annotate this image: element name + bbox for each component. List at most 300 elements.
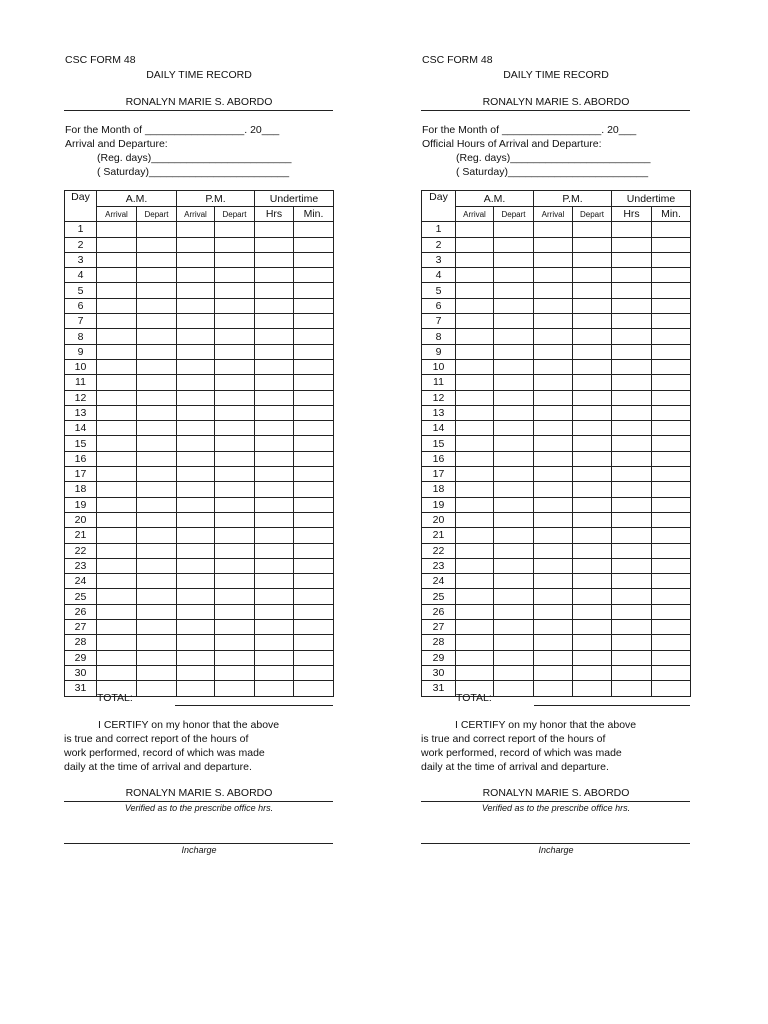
am-arrival-cell[interactable] bbox=[97, 635, 137, 650]
undertime-hrs-cell[interactable] bbox=[612, 589, 652, 604]
pm-depart-cell[interactable] bbox=[573, 604, 612, 619]
undertime-min-cell[interactable] bbox=[294, 451, 334, 466]
pm-arrival-cell[interactable] bbox=[534, 589, 573, 604]
pm-depart-cell[interactable] bbox=[573, 268, 612, 283]
am-depart-cell[interactable] bbox=[494, 359, 534, 374]
undertime-min-cell[interactable] bbox=[294, 574, 334, 589]
am-arrival-cell[interactable] bbox=[97, 359, 137, 374]
pm-arrival-cell[interactable] bbox=[177, 405, 215, 420]
am-depart-cell[interactable] bbox=[137, 467, 177, 482]
am-arrival-cell[interactable] bbox=[456, 359, 494, 374]
undertime-hrs-cell[interactable] bbox=[255, 436, 294, 451]
pm-depart-cell[interactable] bbox=[215, 512, 255, 527]
undertime-hrs-cell[interactable] bbox=[612, 436, 652, 451]
undertime-hrs-cell[interactable] bbox=[612, 665, 652, 680]
pm-arrival-cell[interactable] bbox=[534, 451, 573, 466]
am-depart-cell[interactable] bbox=[494, 421, 534, 436]
undertime-min-cell[interactable] bbox=[294, 512, 334, 527]
pm-arrival-cell[interactable] bbox=[177, 543, 215, 558]
pm-arrival-cell[interactable] bbox=[534, 574, 573, 589]
pm-arrival-cell[interactable] bbox=[534, 421, 573, 436]
undertime-min-cell[interactable] bbox=[294, 359, 334, 374]
pm-arrival-cell[interactable] bbox=[534, 252, 573, 267]
pm-depart-cell[interactable] bbox=[215, 314, 255, 329]
undertime-hrs-cell[interactable] bbox=[612, 375, 652, 390]
am-depart-cell[interactable] bbox=[494, 237, 534, 252]
pm-depart-cell[interactable] bbox=[215, 589, 255, 604]
undertime-min-cell[interactable] bbox=[294, 421, 334, 436]
am-depart-cell[interactable] bbox=[494, 344, 534, 359]
pm-depart-cell[interactable] bbox=[573, 574, 612, 589]
undertime-hrs-cell[interactable] bbox=[255, 467, 294, 482]
am-arrival-cell[interactable] bbox=[97, 390, 137, 405]
pm-arrival-cell[interactable] bbox=[177, 298, 215, 313]
undertime-hrs-cell[interactable] bbox=[255, 681, 294, 696]
pm-arrival-cell[interactable] bbox=[177, 635, 215, 650]
undertime-min-cell[interactable] bbox=[294, 268, 334, 283]
pm-depart-cell[interactable] bbox=[573, 421, 612, 436]
am-depart-cell[interactable] bbox=[137, 650, 177, 665]
undertime-hrs-cell[interactable] bbox=[612, 314, 652, 329]
undertime-min-cell[interactable] bbox=[652, 543, 691, 558]
pm-arrival-cell[interactable] bbox=[534, 528, 573, 543]
pm-depart-cell[interactable] bbox=[215, 558, 255, 573]
pm-arrival-cell[interactable] bbox=[177, 497, 215, 512]
am-depart-cell[interactable] bbox=[137, 344, 177, 359]
am-depart-cell[interactable] bbox=[494, 482, 534, 497]
pm-arrival-cell[interactable] bbox=[534, 482, 573, 497]
am-arrival-cell[interactable] bbox=[97, 604, 137, 619]
pm-depart-cell[interactable] bbox=[573, 222, 612, 237]
undertime-hrs-cell[interactable] bbox=[255, 268, 294, 283]
pm-depart-cell[interactable] bbox=[215, 604, 255, 619]
undertime-min-cell[interactable] bbox=[652, 467, 691, 482]
pm-arrival-cell[interactable] bbox=[177, 375, 215, 390]
pm-arrival-cell[interactable] bbox=[534, 390, 573, 405]
am-arrival-cell[interactable] bbox=[456, 635, 494, 650]
am-arrival-cell[interactable] bbox=[456, 252, 494, 267]
am-arrival-cell[interactable] bbox=[97, 467, 137, 482]
undertime-min-cell[interactable] bbox=[652, 314, 691, 329]
am-depart-cell[interactable] bbox=[137, 237, 177, 252]
undertime-min-cell[interactable] bbox=[652, 329, 691, 344]
undertime-hrs-cell[interactable] bbox=[255, 482, 294, 497]
pm-arrival-cell[interactable] bbox=[177, 528, 215, 543]
pm-depart-cell[interactable] bbox=[215, 482, 255, 497]
undertime-hrs-cell[interactable] bbox=[255, 222, 294, 237]
undertime-hrs-cell[interactable] bbox=[255, 620, 294, 635]
pm-depart-cell[interactable] bbox=[573, 467, 612, 482]
undertime-hrs-cell[interactable] bbox=[255, 574, 294, 589]
am-depart-cell[interactable] bbox=[494, 574, 534, 589]
pm-depart-cell[interactable] bbox=[573, 298, 612, 313]
undertime-hrs-cell[interactable] bbox=[255, 405, 294, 420]
undertime-hrs-cell[interactable] bbox=[612, 252, 652, 267]
undertime-min-cell[interactable] bbox=[652, 421, 691, 436]
pm-arrival-cell[interactable] bbox=[534, 222, 573, 237]
undertime-min-cell[interactable] bbox=[294, 314, 334, 329]
pm-arrival-cell[interactable] bbox=[177, 451, 215, 466]
undertime-hrs-cell[interactable] bbox=[612, 635, 652, 650]
undertime-hrs-cell[interactable] bbox=[612, 405, 652, 420]
undertime-hrs-cell[interactable] bbox=[612, 574, 652, 589]
undertime-hrs-cell[interactable] bbox=[612, 543, 652, 558]
undertime-hrs-cell[interactable] bbox=[612, 344, 652, 359]
pm-arrival-cell[interactable] bbox=[177, 482, 215, 497]
undertime-hrs-cell[interactable] bbox=[612, 222, 652, 237]
undertime-min-cell[interactable] bbox=[652, 390, 691, 405]
undertime-hrs-cell[interactable] bbox=[255, 329, 294, 344]
am-arrival-cell[interactable] bbox=[97, 268, 137, 283]
am-depart-cell[interactable] bbox=[494, 222, 534, 237]
pm-arrival-cell[interactable] bbox=[177, 421, 215, 436]
undertime-min-cell[interactable] bbox=[652, 222, 691, 237]
am-arrival-cell[interactable] bbox=[97, 436, 137, 451]
pm-depart-cell[interactable] bbox=[573, 314, 612, 329]
undertime-min-cell[interactable] bbox=[294, 543, 334, 558]
pm-arrival-cell[interactable] bbox=[177, 467, 215, 482]
am-depart-cell[interactable] bbox=[137, 665, 177, 680]
am-arrival-cell[interactable] bbox=[97, 344, 137, 359]
am-depart-cell[interactable] bbox=[137, 528, 177, 543]
am-arrival-cell[interactable] bbox=[97, 497, 137, 512]
am-depart-cell[interactable] bbox=[494, 252, 534, 267]
pm-depart-cell[interactable] bbox=[573, 558, 612, 573]
pm-depart-cell[interactable] bbox=[215, 405, 255, 420]
undertime-min-cell[interactable] bbox=[294, 497, 334, 512]
pm-depart-cell[interactable] bbox=[215, 344, 255, 359]
am-depart-cell[interactable] bbox=[137, 283, 177, 298]
pm-depart-cell[interactable] bbox=[573, 375, 612, 390]
am-arrival-cell[interactable] bbox=[97, 314, 137, 329]
am-depart-cell[interactable] bbox=[137, 543, 177, 558]
pm-depart-cell[interactable] bbox=[215, 421, 255, 436]
undertime-min-cell[interactable] bbox=[294, 620, 334, 635]
am-depart-cell[interactable] bbox=[137, 574, 177, 589]
undertime-hrs-cell[interactable] bbox=[612, 467, 652, 482]
pm-depart-cell[interactable] bbox=[215, 237, 255, 252]
undertime-hrs-cell[interactable] bbox=[612, 359, 652, 374]
am-arrival-cell[interactable] bbox=[97, 222, 137, 237]
pm-depart-cell[interactable] bbox=[573, 283, 612, 298]
undertime-min-cell[interactable] bbox=[652, 436, 691, 451]
pm-depart-cell[interactable] bbox=[215, 298, 255, 313]
am-depart-cell[interactable] bbox=[494, 283, 534, 298]
undertime-min-cell[interactable] bbox=[294, 252, 334, 267]
pm-depart-cell[interactable] bbox=[215, 283, 255, 298]
undertime-hrs-cell[interactable] bbox=[255, 390, 294, 405]
pm-arrival-cell[interactable] bbox=[534, 405, 573, 420]
am-arrival-cell[interactable] bbox=[456, 543, 494, 558]
undertime-hrs-cell[interactable] bbox=[255, 344, 294, 359]
pm-depart-cell[interactable] bbox=[215, 467, 255, 482]
pm-depart-cell[interactable] bbox=[215, 329, 255, 344]
pm-depart-cell[interactable] bbox=[215, 451, 255, 466]
am-arrival-cell[interactable] bbox=[456, 620, 494, 635]
undertime-min-cell[interactable] bbox=[294, 222, 334, 237]
pm-depart-cell[interactable] bbox=[215, 268, 255, 283]
am-depart-cell[interactable] bbox=[494, 512, 534, 527]
am-arrival-cell[interactable] bbox=[97, 650, 137, 665]
am-arrival-cell[interactable] bbox=[456, 497, 494, 512]
pm-depart-cell[interactable] bbox=[573, 512, 612, 527]
am-depart-cell[interactable] bbox=[137, 589, 177, 604]
undertime-hrs-cell[interactable] bbox=[255, 314, 294, 329]
am-depart-cell[interactable] bbox=[137, 497, 177, 512]
pm-arrival-cell[interactable] bbox=[177, 650, 215, 665]
pm-arrival-cell[interactable] bbox=[177, 574, 215, 589]
am-depart-cell[interactable] bbox=[137, 314, 177, 329]
pm-arrival-cell[interactable] bbox=[534, 344, 573, 359]
pm-arrival-cell[interactable] bbox=[177, 558, 215, 573]
am-depart-cell[interactable] bbox=[137, 421, 177, 436]
undertime-min-cell[interactable] bbox=[294, 298, 334, 313]
undertime-min-cell[interactable] bbox=[294, 283, 334, 298]
am-arrival-cell[interactable] bbox=[456, 390, 494, 405]
undertime-min-cell[interactable] bbox=[294, 344, 334, 359]
pm-depart-cell[interactable] bbox=[573, 528, 612, 543]
undertime-hrs-cell[interactable] bbox=[255, 298, 294, 313]
am-arrival-cell[interactable] bbox=[456, 482, 494, 497]
undertime-min-cell[interactable] bbox=[652, 237, 691, 252]
am-arrival-cell[interactable] bbox=[97, 528, 137, 543]
am-depart-cell[interactable] bbox=[494, 436, 534, 451]
undertime-min-cell[interactable] bbox=[294, 375, 334, 390]
am-arrival-cell[interactable] bbox=[97, 329, 137, 344]
undertime-min-cell[interactable] bbox=[294, 650, 334, 665]
undertime-hrs-cell[interactable] bbox=[255, 665, 294, 680]
am-depart-cell[interactable] bbox=[137, 252, 177, 267]
pm-depart-cell[interactable] bbox=[215, 635, 255, 650]
pm-arrival-cell[interactable] bbox=[177, 252, 215, 267]
pm-arrival-cell[interactable] bbox=[534, 359, 573, 374]
undertime-min-cell[interactable] bbox=[652, 359, 691, 374]
am-depart-cell[interactable] bbox=[137, 681, 177, 696]
am-depart-cell[interactable] bbox=[137, 512, 177, 527]
undertime-hrs-cell[interactable] bbox=[612, 497, 652, 512]
undertime-hrs-cell[interactable] bbox=[255, 543, 294, 558]
pm-arrival-cell[interactable] bbox=[534, 237, 573, 252]
am-arrival-cell[interactable] bbox=[456, 451, 494, 466]
undertime-min-cell[interactable] bbox=[652, 405, 691, 420]
undertime-hrs-cell[interactable] bbox=[612, 268, 652, 283]
pm-arrival-cell[interactable] bbox=[534, 635, 573, 650]
pm-depart-cell[interactable] bbox=[215, 497, 255, 512]
undertime-hrs-cell[interactable] bbox=[612, 237, 652, 252]
pm-arrival-cell[interactable] bbox=[534, 298, 573, 313]
undertime-hrs-cell[interactable] bbox=[255, 558, 294, 573]
undertime-hrs-cell[interactable] bbox=[255, 451, 294, 466]
pm-depart-cell[interactable] bbox=[215, 681, 255, 696]
undertime-min-cell[interactable] bbox=[294, 329, 334, 344]
undertime-hrs-cell[interactable] bbox=[612, 421, 652, 436]
undertime-min-cell[interactable] bbox=[652, 375, 691, 390]
undertime-min-cell[interactable] bbox=[294, 635, 334, 650]
undertime-hrs-cell[interactable] bbox=[612, 451, 652, 466]
am-depart-cell[interactable] bbox=[494, 329, 534, 344]
am-depart-cell[interactable] bbox=[137, 359, 177, 374]
pm-arrival-cell[interactable] bbox=[534, 497, 573, 512]
undertime-min-cell[interactable] bbox=[652, 574, 691, 589]
undertime-min-cell[interactable] bbox=[294, 436, 334, 451]
am-depart-cell[interactable] bbox=[494, 375, 534, 390]
undertime-hrs-cell[interactable] bbox=[255, 635, 294, 650]
undertime-min-cell[interactable] bbox=[294, 665, 334, 680]
pm-depart-cell[interactable] bbox=[215, 665, 255, 680]
pm-arrival-cell[interactable] bbox=[534, 268, 573, 283]
undertime-min-cell[interactable] bbox=[294, 390, 334, 405]
pm-depart-cell[interactable] bbox=[215, 252, 255, 267]
am-depart-cell[interactable] bbox=[494, 681, 534, 696]
am-depart-cell[interactable] bbox=[494, 650, 534, 665]
am-arrival-cell[interactable] bbox=[97, 482, 137, 497]
undertime-min-cell[interactable] bbox=[652, 620, 691, 635]
undertime-hrs-cell[interactable] bbox=[255, 528, 294, 543]
pm-arrival-cell[interactable] bbox=[534, 558, 573, 573]
am-arrival-cell[interactable] bbox=[456, 268, 494, 283]
undertime-min-cell[interactable] bbox=[294, 589, 334, 604]
pm-depart-cell[interactable] bbox=[573, 344, 612, 359]
pm-depart-cell[interactable] bbox=[573, 451, 612, 466]
pm-depart-cell[interactable] bbox=[573, 359, 612, 374]
am-depart-cell[interactable] bbox=[494, 268, 534, 283]
pm-depart-cell[interactable] bbox=[215, 222, 255, 237]
am-arrival-cell[interactable] bbox=[456, 512, 494, 527]
am-depart-cell[interactable] bbox=[137, 482, 177, 497]
pm-arrival-cell[interactable] bbox=[177, 681, 215, 696]
undertime-hrs-cell[interactable] bbox=[255, 512, 294, 527]
undertime-min-cell[interactable] bbox=[294, 604, 334, 619]
am-arrival-cell[interactable] bbox=[456, 405, 494, 420]
undertime-min-cell[interactable] bbox=[294, 405, 334, 420]
am-arrival-cell[interactable] bbox=[456, 329, 494, 344]
am-depart-cell[interactable] bbox=[137, 390, 177, 405]
undertime-hrs-cell[interactable] bbox=[612, 298, 652, 313]
pm-depart-cell[interactable] bbox=[573, 635, 612, 650]
am-depart-cell[interactable] bbox=[494, 558, 534, 573]
undertime-min-cell[interactable] bbox=[652, 298, 691, 313]
pm-depart-cell[interactable] bbox=[573, 589, 612, 604]
am-arrival-cell[interactable] bbox=[97, 665, 137, 680]
undertime-hrs-cell[interactable] bbox=[255, 237, 294, 252]
undertime-min-cell[interactable] bbox=[652, 268, 691, 283]
am-arrival-cell[interactable] bbox=[456, 421, 494, 436]
am-depart-cell[interactable] bbox=[494, 405, 534, 420]
am-depart-cell[interactable] bbox=[137, 329, 177, 344]
undertime-hrs-cell[interactable] bbox=[612, 681, 652, 696]
am-depart-cell[interactable] bbox=[137, 451, 177, 466]
am-arrival-cell[interactable] bbox=[456, 589, 494, 604]
am-arrival-cell[interactable] bbox=[97, 375, 137, 390]
am-arrival-cell[interactable] bbox=[456, 436, 494, 451]
undertime-min-cell[interactable] bbox=[652, 512, 691, 527]
am-arrival-cell[interactable] bbox=[456, 375, 494, 390]
pm-arrival-cell[interactable] bbox=[534, 665, 573, 680]
am-arrival-cell[interactable] bbox=[456, 528, 494, 543]
am-depart-cell[interactable] bbox=[494, 467, 534, 482]
am-depart-cell[interactable] bbox=[137, 298, 177, 313]
undertime-min-cell[interactable] bbox=[294, 681, 334, 696]
undertime-hrs-cell[interactable] bbox=[612, 390, 652, 405]
pm-arrival-cell[interactable] bbox=[177, 512, 215, 527]
pm-depart-cell[interactable] bbox=[573, 252, 612, 267]
undertime-hrs-cell[interactable] bbox=[612, 650, 652, 665]
am-arrival-cell[interactable] bbox=[97, 574, 137, 589]
am-arrival-cell[interactable] bbox=[456, 558, 494, 573]
am-arrival-cell[interactable] bbox=[97, 252, 137, 267]
undertime-min-cell[interactable] bbox=[294, 528, 334, 543]
am-depart-cell[interactable] bbox=[137, 635, 177, 650]
undertime-min-cell[interactable] bbox=[652, 252, 691, 267]
undertime-min-cell[interactable] bbox=[652, 497, 691, 512]
am-arrival-cell[interactable] bbox=[97, 512, 137, 527]
undertime-hrs-cell[interactable] bbox=[255, 589, 294, 604]
am-depart-cell[interactable] bbox=[494, 589, 534, 604]
am-depart-cell[interactable] bbox=[137, 558, 177, 573]
am-arrival-cell[interactable] bbox=[456, 665, 494, 680]
am-arrival-cell[interactable] bbox=[97, 298, 137, 313]
pm-arrival-cell[interactable] bbox=[177, 359, 215, 374]
undertime-hrs-cell[interactable] bbox=[255, 283, 294, 298]
am-depart-cell[interactable] bbox=[494, 497, 534, 512]
am-depart-cell[interactable] bbox=[137, 268, 177, 283]
pm-arrival-cell[interactable] bbox=[534, 620, 573, 635]
pm-depart-cell[interactable] bbox=[573, 650, 612, 665]
undertime-hrs-cell[interactable] bbox=[255, 252, 294, 267]
pm-depart-cell[interactable] bbox=[573, 620, 612, 635]
undertime-min-cell[interactable] bbox=[294, 237, 334, 252]
undertime-min-cell[interactable] bbox=[652, 604, 691, 619]
pm-arrival-cell[interactable] bbox=[177, 344, 215, 359]
am-depart-cell[interactable] bbox=[494, 314, 534, 329]
undertime-min-cell[interactable] bbox=[652, 482, 691, 497]
am-arrival-cell[interactable] bbox=[456, 283, 494, 298]
am-depart-cell[interactable] bbox=[494, 451, 534, 466]
am-depart-cell[interactable] bbox=[494, 604, 534, 619]
undertime-min-cell[interactable] bbox=[652, 528, 691, 543]
am-arrival-cell[interactable] bbox=[456, 237, 494, 252]
am-depart-cell[interactable] bbox=[137, 620, 177, 635]
pm-depart-cell[interactable] bbox=[573, 405, 612, 420]
am-arrival-cell[interactable] bbox=[97, 421, 137, 436]
am-arrival-cell[interactable] bbox=[97, 589, 137, 604]
pm-depart-cell[interactable] bbox=[573, 497, 612, 512]
pm-depart-cell[interactable] bbox=[215, 543, 255, 558]
am-arrival-cell[interactable] bbox=[97, 237, 137, 252]
am-arrival-cell[interactable] bbox=[456, 222, 494, 237]
am-arrival-cell[interactable] bbox=[97, 405, 137, 420]
am-depart-cell[interactable] bbox=[494, 635, 534, 650]
pm-arrival-cell[interactable] bbox=[534, 314, 573, 329]
pm-arrival-cell[interactable] bbox=[177, 314, 215, 329]
pm-arrival-cell[interactable] bbox=[534, 543, 573, 558]
pm-arrival-cell[interactable] bbox=[534, 604, 573, 619]
undertime-min-cell[interactable] bbox=[652, 283, 691, 298]
undertime-hrs-cell[interactable] bbox=[255, 421, 294, 436]
am-depart-cell[interactable] bbox=[494, 298, 534, 313]
am-depart-cell[interactable] bbox=[137, 604, 177, 619]
undertime-hrs-cell[interactable] bbox=[612, 620, 652, 635]
am-depart-cell[interactable] bbox=[137, 222, 177, 237]
undertime-min-cell[interactable] bbox=[652, 650, 691, 665]
undertime-min-cell[interactable] bbox=[652, 635, 691, 650]
am-depart-cell[interactable] bbox=[137, 436, 177, 451]
pm-depart-cell[interactable] bbox=[573, 329, 612, 344]
am-arrival-cell[interactable] bbox=[97, 558, 137, 573]
undertime-hrs-cell[interactable] bbox=[255, 497, 294, 512]
pm-arrival-cell[interactable] bbox=[177, 620, 215, 635]
pm-depart-cell[interactable] bbox=[215, 528, 255, 543]
